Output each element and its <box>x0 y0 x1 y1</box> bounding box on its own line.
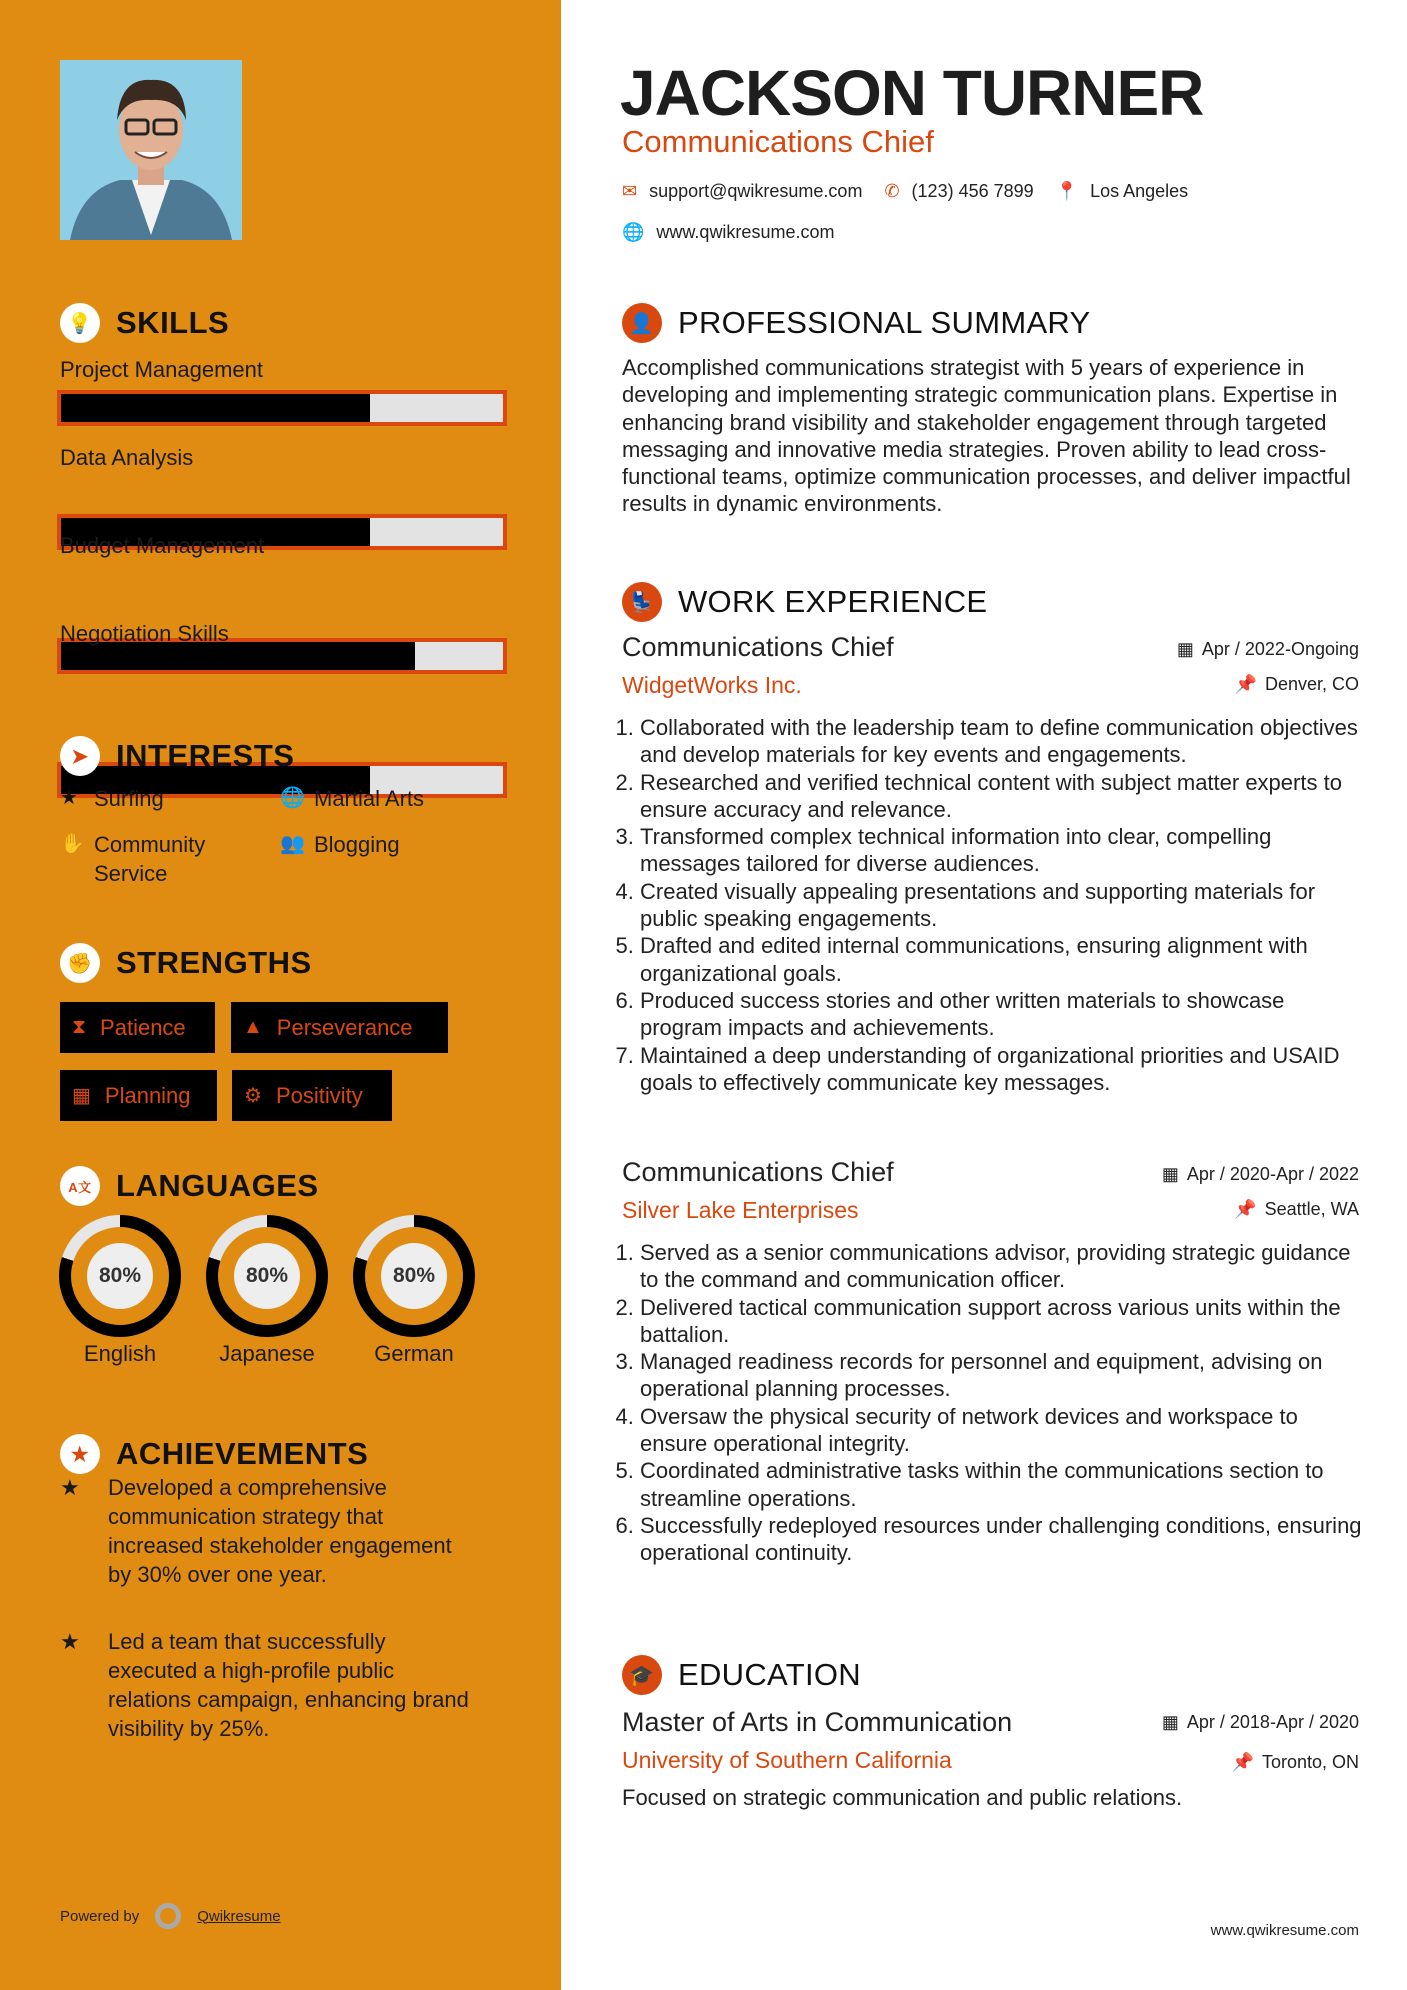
job-location: 📌 Seattle, WA <box>1234 1199 1359 1219</box>
company: Silver Lake Enterprises <box>622 1197 859 1223</box>
job-location: 📌 Denver, CO <box>1234 674 1359 694</box>
candidate-name: JACKSON TURNER <box>620 57 1204 129</box>
skill-label: Budget Management <box>60 533 265 558</box>
bullet-item: 5. Drafted and edited internal communications, ensuring alignment with organizational goals. <box>640 932 1367 987</box>
calendar-icon: ▦ <box>1176 639 1194 659</box>
school: University of Southern California <box>622 1747 952 1773</box>
shooting-star-icon: ★ <box>60 1475 80 1500</box>
bullet-item: 4. Created visually appealing presentations and supporting materials for public speaking engagements. <box>640 878 1367 933</box>
user-icon: 👤 <box>622 303 662 343</box>
calendar-icon: ▦ <box>1161 1712 1179 1732</box>
skills-heading: 💡 SKILLS <box>60 303 229 343</box>
footer-site[interactable]: www.qwikresume.com <box>1210 1922 1359 1939</box>
achievement-item: ★ Led a team that successfully executed a high-profile public relations campaign, enhancing brand visibility by 25%. <box>60 1629 469 1741</box>
bullet-item: 2. Delivered tactical communication support across various units within the battalion. <box>640 1294 1367 1349</box>
education-description: Focused on strategic communication and public relations. <box>622 1785 1183 1810</box>
star-icon: ★ <box>60 1434 100 1474</box>
qwikresume-link[interactable]: Qwikresume <box>197 1907 281 1925</box>
job-title: Communications Chief <box>622 1157 894 1187</box>
profile-photo <box>60 60 242 240</box>
bullet-item: 4. Oversaw the physical security of network devices and workspace to ensure operational integrity. <box>640 1403 1367 1458</box>
job-bullets <box>622 1239 1367 1567</box>
hand-icon: ✋ <box>60 833 85 855</box>
language-label: Japanese <box>219 1341 315 1366</box>
calendar-icon: ▦ <box>72 1085 91 1107</box>
phone: (123) 456 7899 <box>911 181 1034 201</box>
strengths-heading: ✊ STRENGTHS <box>60 943 312 983</box>
education-heading: 🎓 EDUCATION <box>622 1655 861 1695</box>
chair-icon: 💺 <box>622 582 662 622</box>
job-bullets <box>622 714 1367 1096</box>
paper-plane-icon: ➤ <box>60 736 100 776</box>
language-percent: 80% <box>87 1243 153 1309</box>
language-donut <box>206 1215 328 1337</box>
bullet-item: 3. Managed readiness records for personnel and equipment, advising on operational planning processes. <box>640 1348 1367 1403</box>
job-dates: ▦ Apr / 2022-Ongoing <box>1176 639 1359 659</box>
fist-icon: ✊ <box>60 943 100 983</box>
road-icon: ▲ <box>243 1016 263 1038</box>
graduation-icon: 🎓 <box>622 1655 662 1695</box>
email[interactable]: support@qwikresume.com <box>649 181 863 201</box>
interest-item: 👥 Blogging <box>280 832 400 857</box>
education-location: 📌 Toronto, ON <box>1231 1752 1359 1772</box>
strength-tag: ⧗ Patience <box>60 1002 215 1053</box>
map-pin-icon: 📍 <box>1055 181 1079 201</box>
strength-tag: ▲ Perseverance <box>231 1002 448 1053</box>
achievement-item: ★ Developed a comprehensive communication strategy that increased stakeholder engagement by 30% over one year. <box>60 1475 452 1587</box>
language-icon: A文 <box>60 1166 100 1206</box>
education-dates: ▦ Apr / 2018-Apr / 2020 <box>1161 1712 1359 1732</box>
calendar-icon: ▦ <box>1161 1164 1179 1184</box>
language-donut <box>353 1215 475 1337</box>
bullet-item: 6. Successfully redeployed resources under challenging conditions, ensuring operational continuity. <box>640 1512 1367 1567</box>
bullet-item: 3. Transformed complex technical information into clear, compelling messages tailored for diverse audiences. <box>640 823 1367 878</box>
globe-icon: 🌐 <box>280 787 305 809</box>
skill-bar <box>57 390 507 426</box>
website[interactable]: www.qwikresume.com <box>656 222 835 242</box>
bullet-item: 7. Maintained a deep understanding of organizational priorities and USAID goals to effectively communicate key messages. <box>640 1042 1367 1097</box>
company: WidgetWorks Inc. <box>622 672 802 698</box>
shooting-star-icon: ★ <box>60 1629 80 1654</box>
star-icon: ★ <box>60 787 78 809</box>
pin-icon: 📌 <box>1234 674 1257 694</box>
users-icon: 👥 <box>280 833 305 855</box>
language-donut <box>59 1215 181 1337</box>
skill-bar-fill <box>61 394 370 422</box>
achievements-heading: ★ ACHIEVEMENTS <box>60 1434 368 1474</box>
contact-row <box>622 181 1188 202</box>
bullet-item: 2. Researched and verified technical content with subject matter experts to ensure accuracy and relevance. <box>640 769 1367 824</box>
language-percent: 80% <box>381 1243 447 1309</box>
lightbulb-icon: 💡 <box>60 303 100 343</box>
envelope-icon: ✉ <box>622 181 638 201</box>
bullet-item: 1. Collaborated with the leadership team to define communication objectives and develop materials for key events and engagements. <box>640 714 1367 769</box>
languages-heading: A文 LANGUAGES <box>60 1166 319 1206</box>
strength-tag: ▦ Planning <box>60 1070 217 1121</box>
location: Los Angeles <box>1090 181 1189 201</box>
candidate-title: Communications Chief <box>622 124 934 159</box>
summary-heading: 👤 PROFESSIONAL SUMMARY <box>622 303 1091 343</box>
bullet-item: 5. Coordinated administrative tasks within the communications section to streamline operations. <box>640 1457 1367 1512</box>
website-row <box>622 222 834 243</box>
language-percent: 80% <box>234 1243 300 1309</box>
experience-heading: 💺 WORK EXPERIENCE <box>622 582 987 622</box>
pin-icon: 📌 <box>1234 1199 1257 1219</box>
skill-label: Project Management <box>60 357 263 382</box>
language-label: German <box>374 1341 454 1366</box>
pin-icon: 📌 <box>1231 1752 1254 1772</box>
bullet-item: 6. Produced success stories and other written materials to showcase program impacts and achievements. <box>640 987 1367 1042</box>
skill-label: Data Analysis <box>60 445 194 470</box>
summary-text: Accomplished communications strategist with 5 years of experience in developing and implementing strategic communication plans. Expertise in enhancing brand visibility and stakeholder engagement through targeted messaging and innovative media strategies. Proven ability to lead cross-functional teams, optimize communication processes, and deliver impactful results in dynamic environments. <box>622 355 1351 517</box>
skill-label: Negotiation Skills <box>60 621 229 646</box>
degree: Master of Arts in Communication <box>622 1707 1013 1737</box>
strength-tag: ⚙ Positivity <box>232 1070 392 1121</box>
globe-icon: 🌐 <box>622 222 645 242</box>
bullet-item: 1. Served as a senior communications advisor, providing strategic guidance to the command and communication officer. <box>640 1239 1367 1294</box>
interests-heading: ➤ INTERESTS <box>60 736 294 776</box>
powered-by: Powered by Qwikresume <box>60 1903 281 1929</box>
language-label: English <box>83 1341 157 1366</box>
hourglass-icon: ⧗ <box>72 1016 87 1038</box>
interest-item: ★ Surfing <box>60 786 164 811</box>
qwikresume-logo-icon <box>155 1903 181 1929</box>
job-dates: ▦ Apr / 2020-Apr / 2022 <box>1161 1164 1359 1184</box>
job-title: Communications Chief <box>622 632 894 662</box>
interest-item: 🌐 Martial Arts <box>280 786 425 811</box>
phone-icon: ✆ <box>884 181 900 201</box>
gear-icon: ⚙ <box>244 1085 262 1107</box>
interest-item: ✋ Community Service <box>60 832 206 886</box>
